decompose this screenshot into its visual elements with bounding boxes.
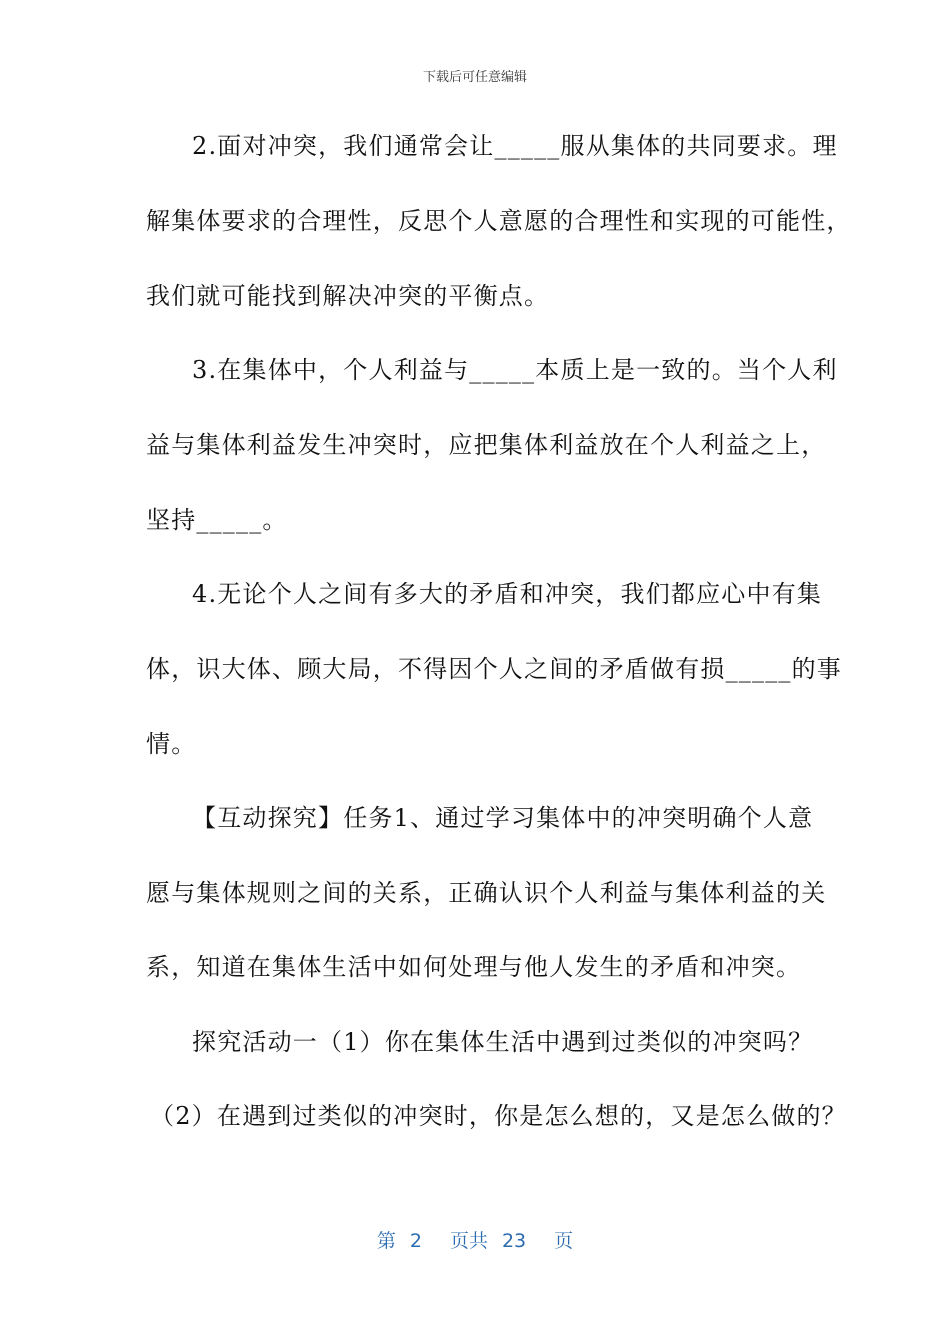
footer-prefix: 第	[376, 1230, 396, 1252]
interactive-task-line-3: 系，知道在集体生活中如何处理与他人发生的矛盾和冲突。	[146, 953, 802, 981]
page-number-footer	[0, 1226, 950, 1253]
interactive-task-line-1: 【互动探究】任务1、通过学习集体中的冲突明确个人意	[192, 804, 814, 832]
activity-question-2: （2）在遇到过类似的冲突时，你是怎么想的，又是怎么做的？	[150, 1102, 847, 1130]
activity-question-1: 探究活动一（1）你在集体生活中遇到过类似的冲突吗？	[192, 1028, 814, 1056]
footer-current-page: 2	[409, 1230, 422, 1252]
footer-suffix: 页	[554, 1230, 574, 1252]
paragraph-4-line-1: 4.无论个人之间有多大的矛盾和冲突，我们都应心中有集	[192, 580, 823, 608]
paragraph-3-line-3: 坚持_____。	[146, 506, 288, 534]
paragraph-4-line-3: 情。	[146, 730, 197, 758]
paragraph-2-line-1: 2.面对冲突，我们通常会让_____服从集体的共同要求。理	[192, 132, 838, 160]
paragraph-2-line-3: 我们就可能找到解决冲突的平衡点。	[146, 282, 550, 310]
paragraph-3-line-1: 3.在集体中，个人利益与_____本质上是一致的。当个人利	[192, 356, 838, 384]
footer-total-pages: 23	[501, 1230, 527, 1252]
paragraph-3-line-2: 益与集体利益发生冲突时，应把集体利益放在个人利益之上，	[146, 431, 827, 459]
page-header-watermark: 下载后可任意编辑	[422, 70, 527, 85]
interactive-task-line-2: 愿与集体规则之间的关系，正确认识个人利益与集体利益的关	[146, 879, 827, 907]
paragraph-4-line-2: 体，识大体、顾大局，不得因个人之间的矛盾做有损_____的事	[146, 655, 842, 683]
paragraph-2-line-2: 解集体要求的合理性，反思个人意愿的合理性和实现的可能性，	[146, 207, 852, 235]
footer-middle: 页共	[449, 1230, 488, 1252]
